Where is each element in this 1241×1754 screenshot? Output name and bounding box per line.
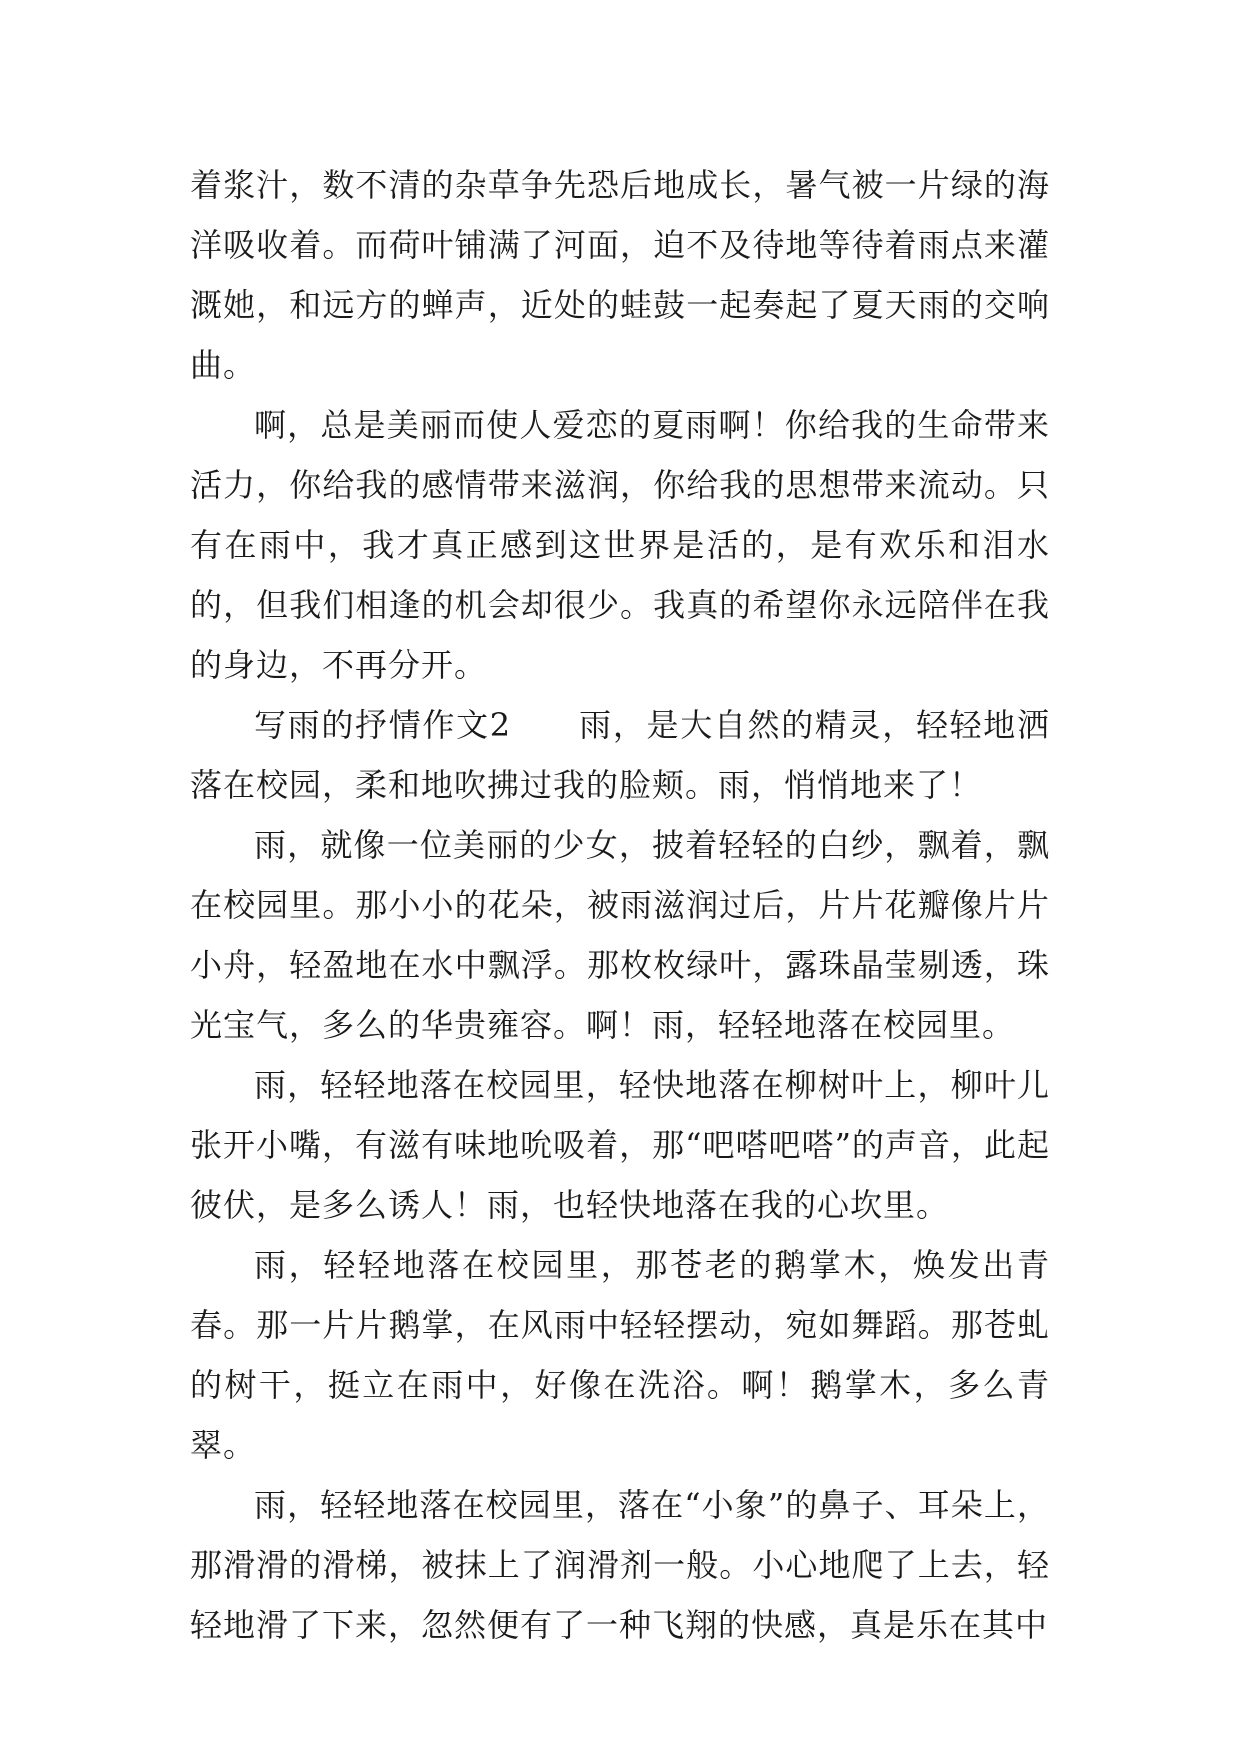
paragraph-continuation: 着浆汁，数不清的杂草争先恐后地成长，暑气被一片绿的海洋吸收着。而荷叶铺满了河面，迫不及待地等待着雨点来灌溉她，和远方的蝉声，近处的蛙鼓一起奏起了夏天雨的交响曲。 [190, 166, 1050, 384]
paragraph-goose-palm: 雨，轻轻地落在校园里，那苍老的鹅掌木，焕发出青春。那一片片鹅掌，在风雨中轻轻摆动，宛如舞蹈。那苍虬的树干，挺立在雨中，好像在洗浴。啊！鹅掌木，多么青翠。 [190, 1246, 1050, 1464]
paragraph-willow: 雨，轻轻地落在校园里，轻快地落在柳树叶上，柳叶儿张开小嘴，有滋有味地吮吸着，那“吧嗒吧嗒”的声音，此起彼伏，是多么诱人！雨，也轻快地落在我的心坎里。 [190, 1066, 1050, 1224]
paragraph-slide: 雨，轻轻地落在校园里，落在“小象”的鼻子、耳朵上，那滑滑的滑梯，被抹上了润滑剂一般。小心地爬了上去，轻轻地滑了下来，忽然便有了一种飞翔的快感，真是乐在其中 [190, 1486, 1050, 1644]
paragraph-essay-2-intro: 写雨的抒情作文2 雨，是大自然的精灵，轻轻地洒落在校园，柔和地吹拂过我的脸颊。雨，悄悄地来了！ [190, 706, 1050, 804]
paragraph-rain-girl: 雨，就像一位美丽的少女，披着轻轻的白纱，飘着，飘在校园里。那小小的花朵，被雨滋润过后，片片花瓣像片片小舟，轻盈地在水中飘浮。那枚枚绿叶，露珠晶莹剔透，珠光宝气，多么的华贵雍容。啊！雨，轻轻地落在校园里。 [190, 826, 1050, 1044]
paragraph-summer-rain: 啊，总是美丽而使人爱恋的夏雨啊！你给我的生命带来活力，你给我的感情带来滋润，你给我的思想带来流动。只有在雨中，我才真正感到这世界是活的，是有欢乐和泪水的，但我们相逢的机会却很少。我真的希望你永远陪伴在我的身边，不再分开。 [190, 406, 1050, 684]
document-body [190, 155, 1050, 1655]
